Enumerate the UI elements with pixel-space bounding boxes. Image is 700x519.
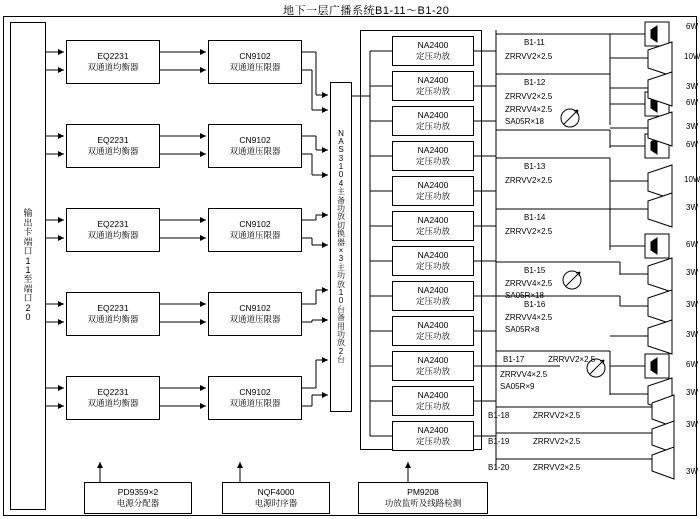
speaker-rating-4: 6W	[686, 98, 698, 107]
equalizer-model-5: EQ2231	[97, 387, 129, 398]
amplifier-model-1: NA2400	[417, 40, 449, 51]
speaker-rating-5: 3W	[686, 122, 698, 131]
amplifier-output-lines	[474, 30, 496, 470]
speaker-rating-10: 3W	[686, 268, 698, 277]
volume-attenuator-icons	[561, 109, 605, 377]
speaker-rating-11: 3W	[686, 300, 698, 309]
monitor-detect-model: PM9208	[407, 487, 439, 498]
limiter-model-2: CN9102	[239, 135, 271, 146]
speaker-rating-9: 6W	[686, 240, 698, 249]
amplifier-model-10: NA2400	[417, 355, 449, 366]
power-distributor-model: PD9359×2	[117, 487, 159, 498]
circuit-id-8: B1-17	[503, 355, 525, 364]
circuit-id-1: B1-11	[524, 38, 545, 47]
amplifier-model-2: NA2400	[417, 75, 449, 86]
limiter-desc-4: 双通道压限器	[229, 314, 281, 324]
speaker-rating-13: 6W	[686, 360, 698, 369]
bottom-connector-arrows	[97, 462, 411, 482]
equalizer-desc-2: 双通道均衡器	[87, 146, 139, 156]
circuit-cable2-6: SA05R×18	[505, 291, 544, 300]
amplifier-desc-6: 定压功放	[415, 226, 450, 236]
equalizer-model-1: EQ2231	[97, 51, 129, 62]
equalizer-desc-5: 双通道均衡器	[87, 398, 139, 408]
limiter-desc-2: 双通道压限器	[229, 146, 281, 156]
equalizer-desc-3: 双通道均衡器	[87, 230, 139, 240]
equalizer-model-4: EQ2231	[97, 303, 129, 314]
amplifier-desc-11: 定压功放	[415, 401, 450, 411]
circuit-cable-3: ZRRVV4×2.5	[505, 105, 553, 114]
speaker-rating-6: 6W	[686, 140, 698, 149]
circuit-cable-5: ZRRVV2×2.5	[505, 227, 553, 236]
limiter-to-switcher-lines	[302, 52, 328, 406]
limiter-desc-1: 双通道压限器	[229, 62, 281, 72]
limiter-model-4: CN9102	[239, 303, 271, 314]
power-distributor-desc: 电源分配器	[116, 498, 160, 508]
limiter-model-5: CN9102	[239, 387, 271, 398]
amplifier-desc-1: 定压功放	[415, 51, 450, 61]
limiter-model-1: CN9102	[239, 51, 271, 62]
circuit-cable-7: ZRRVV4×2.5	[505, 313, 553, 322]
limiter-desc-3: 双通道压限器	[229, 230, 281, 240]
speaker-rating-15: 3W	[686, 420, 698, 429]
circuit-id-6: B1-15	[524, 266, 546, 275]
amplifier-model-6: NA2400	[417, 215, 449, 226]
speaker-rating-1: 6W	[686, 22, 698, 31]
amplifier-desc-10: 定压功放	[415, 366, 450, 376]
circuit-cable-11: ZRRVV2×2.5	[533, 437, 581, 446]
amplifier-desc-12: 定压功放	[415, 436, 450, 446]
circuit-cable-12: ZRRVV2×2.5	[533, 463, 581, 472]
limiter-desc-5: 双通道压限器	[229, 398, 281, 408]
amplifier-desc-2: 定压功放	[415, 86, 450, 96]
amplifier-model-5: NA2400	[417, 180, 449, 191]
circuit-id-2: B1-12	[524, 78, 546, 87]
amplifier-model-8: NA2400	[417, 285, 449, 296]
circuit-id-7: B1-16	[524, 300, 546, 309]
amplifier-model-7: NA2400	[417, 250, 449, 261]
circuit-id-12: B1-20	[488, 463, 510, 472]
amplifier-desc-8: 定压功放	[415, 296, 450, 306]
circuit-cable-10: ZRRVV2×2.5	[533, 411, 581, 420]
amplifier-model-9: NA2400	[417, 320, 449, 331]
circuit-cable2-9: SA05R×9	[500, 382, 535, 391]
equalizer-model-3: EQ2231	[97, 219, 129, 230]
circuit-cable2-7: SA05R×8	[505, 325, 540, 334]
circuit-cable-2: ZRRVV2×2.5	[505, 92, 553, 101]
circuit-id-10: B1-18	[488, 411, 510, 420]
speaker-rating-14: 3W	[686, 388, 698, 397]
circuit-id-11: B1-19	[488, 437, 510, 446]
equalizer-to-limiter-lines	[160, 49, 206, 409]
amplifier-desc-5: 定压功放	[415, 191, 450, 201]
limiter-model-3: CN9102	[239, 219, 271, 230]
port-to-equalizer-lines	[46, 49, 64, 409]
circuit-cable-1: ZRRVV2×2.5	[505, 52, 553, 61]
amplifier-switcher-label: N A S 3 1 0 4 主 备 功 放 切 换 器 × 3 主 功 放 1 0 台 备 用 功 放 2 台	[337, 128, 345, 365]
circuit-id-5: B1-14	[524, 213, 546, 222]
speaker-rating-7: 10W	[684, 175, 700, 184]
equalizer-desc-1: 双通道均衡器	[87, 62, 139, 72]
speaker-rating-2: 10W	[684, 52, 700, 61]
amplifier-desc-3: 定压功放	[415, 121, 450, 131]
circuit-id-4: B1-13	[524, 162, 546, 171]
amplifier-desc-7: 定压功放	[415, 261, 450, 271]
amplifier-model-4: NA2400	[417, 145, 449, 156]
monitor-detect-desc: 功放监听及线路检测	[384, 498, 462, 508]
power-sequencer-desc: 电源时序器	[254, 498, 298, 508]
equalizer-model-2: EQ2231	[97, 135, 129, 146]
circuit-cable-9: ZRRVV4×2.5	[500, 370, 548, 379]
circuit-cable2-3: SA05R×18	[505, 117, 544, 126]
speaker-rating-16: 3W	[686, 467, 698, 476]
page-title: 地下一层广播系统B1-11～B1-20	[283, 5, 450, 17]
speaker-rating-8: 3W	[686, 203, 698, 212]
switcher-to-amplifier-lines	[352, 51, 392, 436]
circuit-cable-6: ZRRVV4×2.5	[505, 279, 553, 288]
amplifier-model-12: NA2400	[417, 425, 449, 436]
circuit-cable-4: ZRRVV2×2.5	[505, 176, 553, 185]
amplifier-model-3: NA2400	[417, 110, 449, 121]
speaker-rating-12: 3W	[686, 330, 698, 339]
equalizer-desc-4: 双通道均衡器	[87, 314, 139, 324]
amplifier-model-11: NA2400	[417, 390, 449, 401]
speaker-rating-3: 3W	[686, 82, 698, 91]
circuit-cable-8: ZRRVV2×2.5	[548, 355, 596, 364]
amplifier-desc-4: 定压功放	[415, 156, 450, 166]
power-sequencer-model: NQF4000	[257, 487, 295, 498]
amplifier-desc-9: 定压功放	[415, 331, 450, 341]
output-card-port-label: 输 出 卡 端 口 1 1 至 端 口 2 0	[23, 208, 33, 323]
